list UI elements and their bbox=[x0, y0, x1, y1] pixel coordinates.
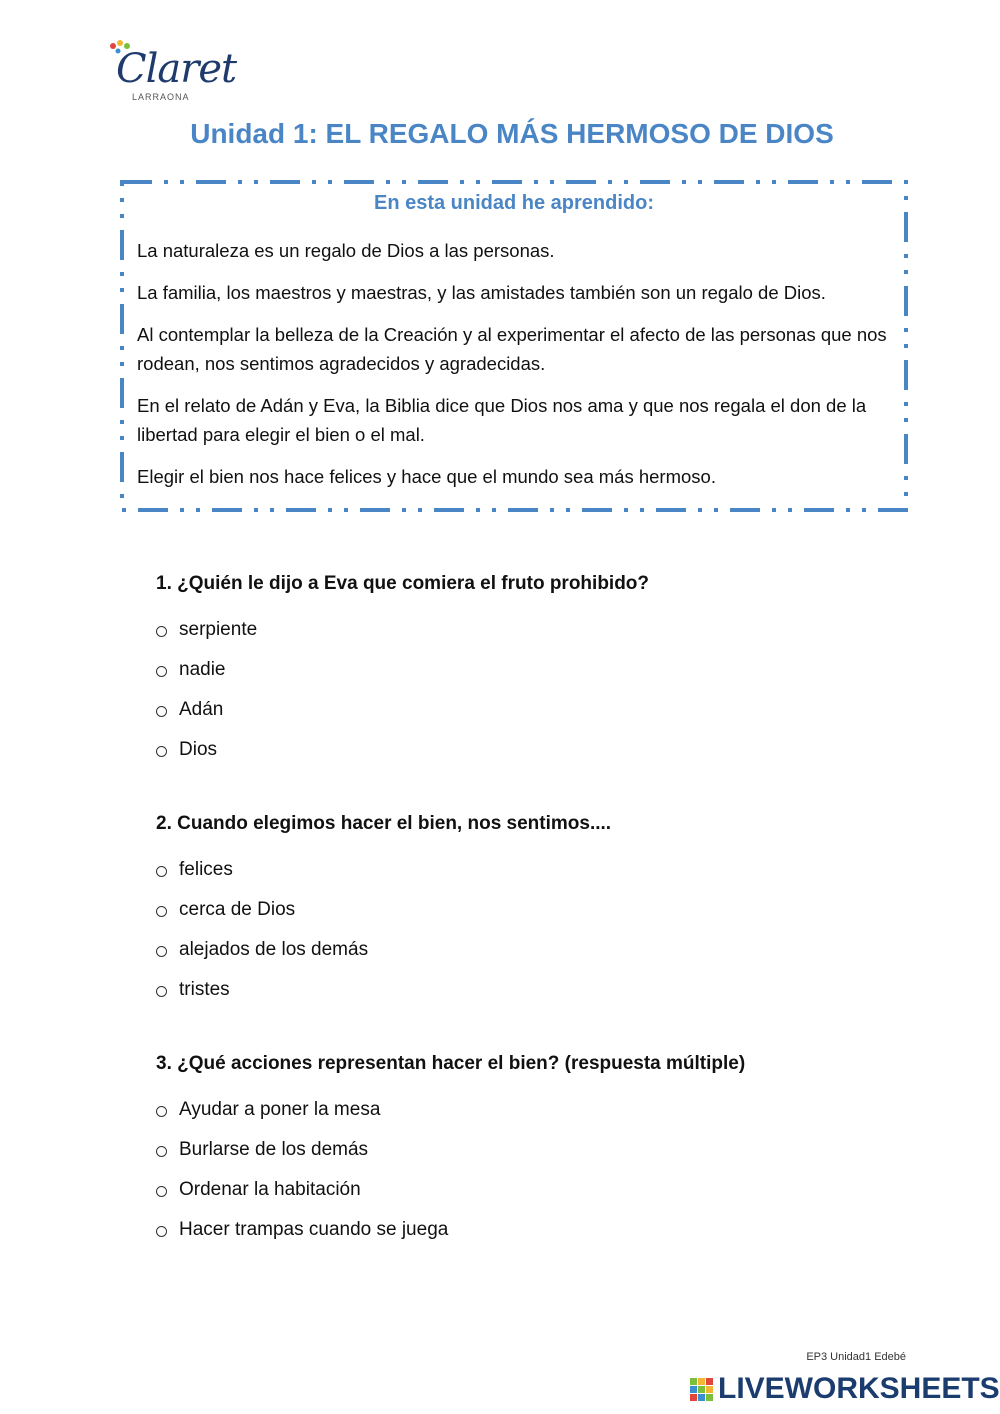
question-1 bbox=[156, 570, 916, 810]
checkbox-icon[interactable] bbox=[156, 1146, 167, 1157]
options-list bbox=[156, 850, 916, 1010]
summary-paragraph: La naturaleza es un regalo de Dios a las personas. bbox=[137, 240, 555, 261]
option-tristes[interactable] bbox=[156, 970, 916, 1010]
question-text: 1. ¿Quién le dijo a Eva que comiera el fruto prohibido? bbox=[156, 573, 650, 594]
option-adan[interactable] bbox=[156, 690, 916, 730]
option-label: nadie bbox=[179, 659, 226, 680]
option-label: Dios bbox=[179, 739, 218, 760]
option-label: tristes bbox=[179, 979, 230, 1000]
radio-icon[interactable] bbox=[156, 866, 167, 877]
radio-icon[interactable] bbox=[156, 626, 167, 637]
option-label: alejados de los demás bbox=[179, 939, 369, 960]
checkbox-icon[interactable] bbox=[156, 1226, 167, 1237]
question-text: 2. Cuando elegimos hacer el bien, nos sentimos.... bbox=[156, 813, 612, 834]
option-burlarse[interactable] bbox=[156, 1130, 916, 1170]
page-title: Unidad 1: EL REGALO MÁS HERMOSO DE DIOS bbox=[190, 118, 834, 149]
radio-icon[interactable] bbox=[156, 906, 167, 917]
option-trampas[interactable] bbox=[156, 1210, 916, 1250]
option-label: Ayudar a poner la mesa bbox=[179, 1099, 381, 1120]
radio-icon[interactable] bbox=[156, 946, 167, 957]
option-alejados[interactable] bbox=[156, 930, 916, 970]
radio-icon[interactable] bbox=[156, 746, 167, 757]
option-ordenar[interactable] bbox=[156, 1170, 916, 1210]
option-label: felices bbox=[179, 859, 233, 880]
question-3 bbox=[156, 1050, 916, 1290]
options-list bbox=[156, 610, 916, 770]
summary-paragraph: Elegir el bien nos hace felices y hace que el mundo sea más hermoso. bbox=[137, 466, 716, 487]
radio-icon[interactable] bbox=[156, 706, 167, 717]
option-ayudar[interactable] bbox=[156, 1090, 916, 1130]
option-label: Burlarse de los demás bbox=[179, 1139, 369, 1160]
summary-heading: En esta unidad he aprendido: bbox=[373, 192, 655, 214]
summary-text bbox=[137, 236, 897, 504]
options-list bbox=[156, 1090, 916, 1250]
option-nadie[interactable] bbox=[156, 650, 916, 690]
option-label: cerca de Dios bbox=[179, 899, 296, 920]
option-label: serpiente bbox=[179, 619, 258, 640]
option-dios[interactable] bbox=[156, 730, 916, 770]
option-serpiente[interactable] bbox=[156, 610, 916, 650]
question-2 bbox=[156, 810, 916, 1050]
summary-paragraph: En el relato de Adán y Eva, la Biblia dice que Dios nos ama y que nos regala el don de la libertad para elegir el bien o el mal. bbox=[137, 395, 867, 445]
liveworksheets-icon bbox=[690, 1378, 714, 1402]
summary-paragraph: La familia, los maestros y maestras, y las amistades también son un regalo de Dios. bbox=[137, 282, 826, 303]
option-cerca-de-dios[interactable] bbox=[156, 890, 916, 930]
liveworksheets-wordmark: LIVEWORKSHEETS bbox=[718, 1372, 1000, 1405]
checkbox-icon[interactable] bbox=[156, 1186, 167, 1197]
claret-logo bbox=[108, 40, 237, 104]
radio-icon[interactable] bbox=[156, 666, 167, 677]
option-label: Adán bbox=[179, 699, 224, 720]
option-label: Hacer trampas cuando se juega bbox=[179, 1219, 449, 1240]
radio-icon[interactable] bbox=[156, 986, 167, 997]
summary-box bbox=[120, 180, 908, 512]
footer-reference: EP3 Unidad1 Edebé bbox=[806, 1351, 906, 1363]
logo-subtitle: LARRAONA bbox=[132, 92, 190, 102]
logo-wordmark: Claret bbox=[116, 46, 237, 92]
question-text: 3. ¿Qué acciones representan hacer el bien? (respuesta múltiple) bbox=[156, 1053, 746, 1074]
summary-paragraph: Al contemplar la belleza de la Creación y al experimentar el afecto de las personas que nos rodean, nos sentimos agradecidos y agradecidas. bbox=[137, 324, 887, 374]
option-label: Ordenar la habitación bbox=[179, 1179, 361, 1200]
checkbox-icon[interactable] bbox=[156, 1106, 167, 1117]
option-felices[interactable] bbox=[156, 850, 916, 890]
quiz bbox=[156, 570, 916, 1290]
